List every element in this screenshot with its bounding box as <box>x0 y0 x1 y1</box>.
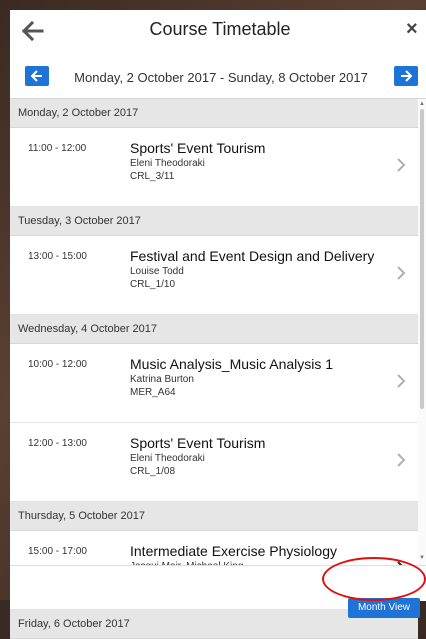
chevron-right-icon <box>396 453 406 467</box>
footer <box>10 565 426 613</box>
event-staff: Eleni Theodoraki <box>130 158 205 169</box>
arrow-left-icon <box>22 20 44 42</box>
event-row[interactable] <box>10 128 418 207</box>
arrow-right-icon <box>399 69 413 83</box>
day-header-tuesday: Tuesday, 3 October 2017 <box>10 207 418 236</box>
event-staff: Eleni Theodoraki <box>130 453 205 464</box>
next-week-button[interactable] <box>394 66 418 86</box>
course-timetable-panel <box>10 10 426 630</box>
scroll-up-icon[interactable]: ▲ <box>419 101 425 107</box>
month-view-button[interactable]: Month View <box>348 598 420 618</box>
event-staff: Katrina Burton <box>130 374 194 385</box>
event-time: 10:00 - 12:00 <box>28 359 87 370</box>
header <box>10 10 426 52</box>
event-time: 12:00 - 13:00 <box>28 438 87 449</box>
scroll-thumb[interactable] <box>420 109 424 409</box>
previous-week-button[interactable] <box>25 66 49 86</box>
event-title: Sports' Event Tourism <box>130 435 266 451</box>
close-button[interactable] <box>406 18 426 40</box>
event-time: 13:00 - 15:00 <box>28 251 87 262</box>
week-navigation <box>10 52 426 99</box>
back-button[interactable] <box>22 20 44 42</box>
event-time: 15:00 - 17:00 <box>28 546 87 557</box>
event-room: CRL_3/11 <box>130 171 175 182</box>
chevron-right-icon <box>396 158 406 172</box>
event-time: 11:00 - 12:00 <box>28 143 87 154</box>
event-title: Music Analysis_Music Analysis 1 <box>130 356 334 372</box>
event-title: Festival and Event Design and Delivery <box>130 248 375 264</box>
chevron-right-icon <box>396 374 406 388</box>
day-header-wednesday: Wednesday, 4 October 2017 <box>10 315 418 344</box>
day-header-monday: Monday, 2 October 2017 <box>10 99 418 128</box>
event-room: CRL_1/08 <box>130 466 176 477</box>
list-scrollbar[interactable] <box>418 99 426 565</box>
week-range-label: Monday, 2 October 2017 - Sunday, 8 October 2017 <box>74 70 368 85</box>
event-row[interactable] <box>10 236 418 315</box>
day-header-thursday: Thursday, 5 October 2017 <box>10 502 418 531</box>
event-room: MER_A64 <box>130 387 176 398</box>
close-icon: × <box>406 18 418 40</box>
event-row[interactable] <box>10 423 418 502</box>
day-header-friday: Friday, 6 October 2017 <box>10 610 418 639</box>
event-row[interactable] <box>10 344 418 423</box>
event-staff: Louise Todd <box>130 266 184 277</box>
chevron-right-icon <box>396 266 406 280</box>
event-room: CRL_1/10 <box>130 279 176 290</box>
event-title: Sports' Event Tourism <box>130 140 266 156</box>
event-title: Intermediate Exercise Physiology <box>130 543 337 559</box>
page-title: Course Timetable <box>149 19 291 39</box>
arrow-left-icon <box>30 69 44 83</box>
scroll-down-icon[interactable]: ▼ <box>419 555 425 561</box>
